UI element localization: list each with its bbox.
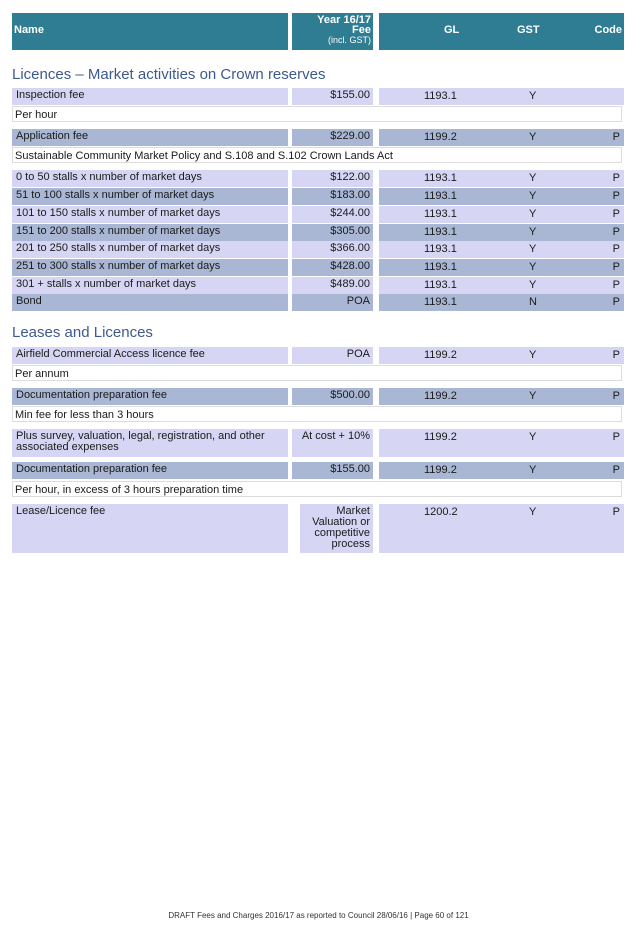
row-code: P <box>612 431 620 443</box>
row-gst: Y <box>529 131 537 143</box>
table-row <box>12 241 624 258</box>
table-row <box>12 188 624 205</box>
row-gst: Y <box>529 208 537 220</box>
row-fee: $366.00 <box>292 241 373 258</box>
row-note: Per hour <box>12 106 622 122</box>
table-row <box>12 388 624 405</box>
row-codes <box>379 294 624 311</box>
row-fee: POA <box>292 347 373 364</box>
row-note: Sustainable Community Market Policy and S.108 and S.102 Crown Lands Act <box>12 147 622 163</box>
row-code: P <box>612 208 620 220</box>
row-fee: $244.00 <box>292 206 373 223</box>
row-fee: POA <box>292 294 373 311</box>
row-gst: Y <box>529 431 537 443</box>
row-codes <box>379 347 624 364</box>
section-title-market-licences: Licences – Market activities on Crown reserves <box>12 66 326 83</box>
row-gst: Y <box>529 464 537 476</box>
row-code: P <box>612 349 620 361</box>
header-fee-year: Year 16/17 <box>317 14 371 26</box>
row-description: Plus survey, valuation, legal, registration, and other associated expenses <box>12 429 288 457</box>
row-code: P <box>612 172 620 184</box>
row-description: 51 to 100 stalls x number of market days <box>12 188 288 205</box>
header-fee-gst-note: (incl. GST) <box>327 35 371 45</box>
row-codes <box>379 188 624 205</box>
row-gl: 1193.1 <box>424 190 457 202</box>
row-code: P <box>612 390 620 402</box>
table-row <box>12 206 624 223</box>
row-fee: $155.00 <box>292 88 373 105</box>
row-fee: $155.00 <box>292 462 373 479</box>
row-code: P <box>612 506 620 518</box>
table-row <box>12 294 624 311</box>
row-gst: Y <box>529 506 537 518</box>
row-fee: $122.00 <box>292 170 373 187</box>
row-description: 301 + stalls x number of market days <box>12 277 288 294</box>
row-gl: 1193.1 <box>424 226 457 238</box>
row-gl: 1199.2 <box>424 390 457 402</box>
row-gl: 1199.2 <box>424 349 457 361</box>
header-name: Name <box>12 13 288 50</box>
header-gl: GL <box>444 24 460 36</box>
row-codes <box>379 224 624 241</box>
row-description: 251 to 300 stalls x number of market days <box>12 259 288 276</box>
row-gst: Y <box>529 390 537 402</box>
row-codes <box>379 170 624 187</box>
header-fee <box>292 13 373 50</box>
row-description: Application fee <box>12 129 288 146</box>
row-description: Documentation preparation fee <box>12 388 288 405</box>
row-codes <box>379 429 624 457</box>
row-fee: $183.00 <box>292 188 373 205</box>
row-description: Airfield Commercial Access licence fee <box>12 347 288 364</box>
row-gst: Y <box>529 90 537 102</box>
row-gl: 1193.1 <box>424 296 457 308</box>
row-gl: 1193.1 <box>424 208 457 220</box>
row-fee: $305.00 <box>292 224 373 241</box>
table-row <box>12 170 624 187</box>
table-row <box>12 504 624 553</box>
row-codes <box>379 462 624 479</box>
row-fee: $500.00 <box>292 388 373 405</box>
row-description: Documentation preparation fee <box>12 462 288 479</box>
table-row <box>12 429 624 457</box>
table-row <box>12 224 624 241</box>
header-code: Code <box>594 24 622 36</box>
row-fee: Market Valuation or competitive process <box>300 504 373 553</box>
row-note: Per annum <box>12 365 622 381</box>
row-fee: At cost + 10% <box>292 429 373 457</box>
row-gst: Y <box>529 226 537 238</box>
row-gst: Y <box>529 279 537 291</box>
row-fee: $489.00 <box>292 277 373 294</box>
row-gl: 1200.2 <box>424 506 458 518</box>
row-codes <box>379 241 624 258</box>
row-description: 0 to 50 stalls x number of market days <box>12 170 288 187</box>
row-gst: N <box>529 296 537 308</box>
table-header <box>12 13 624 50</box>
row-codes <box>379 129 624 146</box>
row-gl: 1193.1 <box>424 279 457 291</box>
row-code: P <box>612 131 620 143</box>
row-description: Lease/Licence fee <box>12 504 288 553</box>
header-codes <box>379 13 624 50</box>
row-gl: 1193.1 <box>424 261 457 273</box>
page-footer: DRAFT Fees and Charges 2016/17 as reported to Council 28/06/16 | Page 60 of 121 <box>168 911 469 920</box>
row-description: 201 to 250 stalls x number of market days <box>12 241 288 258</box>
row-gst: Y <box>529 190 537 202</box>
row-gl: 1199.2 <box>424 131 457 143</box>
row-gst: Y <box>529 243 537 255</box>
row-description: 101 to 150 stalls x number of market days <box>12 206 288 223</box>
table-row <box>12 462 624 479</box>
row-gl: 1193.1 <box>424 243 457 255</box>
row-gst: Y <box>529 349 537 361</box>
row-gl: 1193.1 <box>424 172 457 184</box>
header-fee-label: Fee <box>352 24 371 36</box>
row-code: P <box>612 190 620 202</box>
row-codes <box>379 206 624 223</box>
row-code: P <box>612 261 620 273</box>
table-row <box>12 347 624 364</box>
row-codes <box>379 88 624 105</box>
row-code: P <box>612 279 620 291</box>
header-gst: GST <box>517 24 540 36</box>
row-gl: 1199.2 <box>424 431 457 443</box>
row-code: P <box>612 464 620 476</box>
table-row <box>12 277 624 294</box>
row-fee: $428.00 <box>292 259 373 276</box>
section-title-leases-licences: Leases and Licences <box>12 324 153 341</box>
table-row <box>12 88 624 105</box>
row-fee: $229.00 <box>292 129 373 146</box>
row-description: Bond <box>12 294 288 311</box>
row-gst: Y <box>529 172 537 184</box>
row-note: Per hour, in excess of 3 hours preparation time <box>12 481 622 497</box>
row-note: Min fee for less than 3 hours <box>12 406 622 422</box>
row-gl: 1199.2 <box>424 464 457 476</box>
row-codes <box>379 504 624 553</box>
row-code: P <box>612 226 620 238</box>
row-codes <box>379 388 624 405</box>
row-codes <box>379 277 624 294</box>
table-row <box>12 129 624 146</box>
row-code: P <box>612 296 620 308</box>
row-description: Inspection fee <box>12 88 288 105</box>
row-description: 151 to 200 stalls x number of market days <box>12 224 288 241</box>
row-code: P <box>612 243 620 255</box>
row-codes <box>379 259 624 276</box>
table-row <box>12 259 624 276</box>
row-gl: 1193.1 <box>424 90 457 102</box>
row-gst: Y <box>529 261 537 273</box>
